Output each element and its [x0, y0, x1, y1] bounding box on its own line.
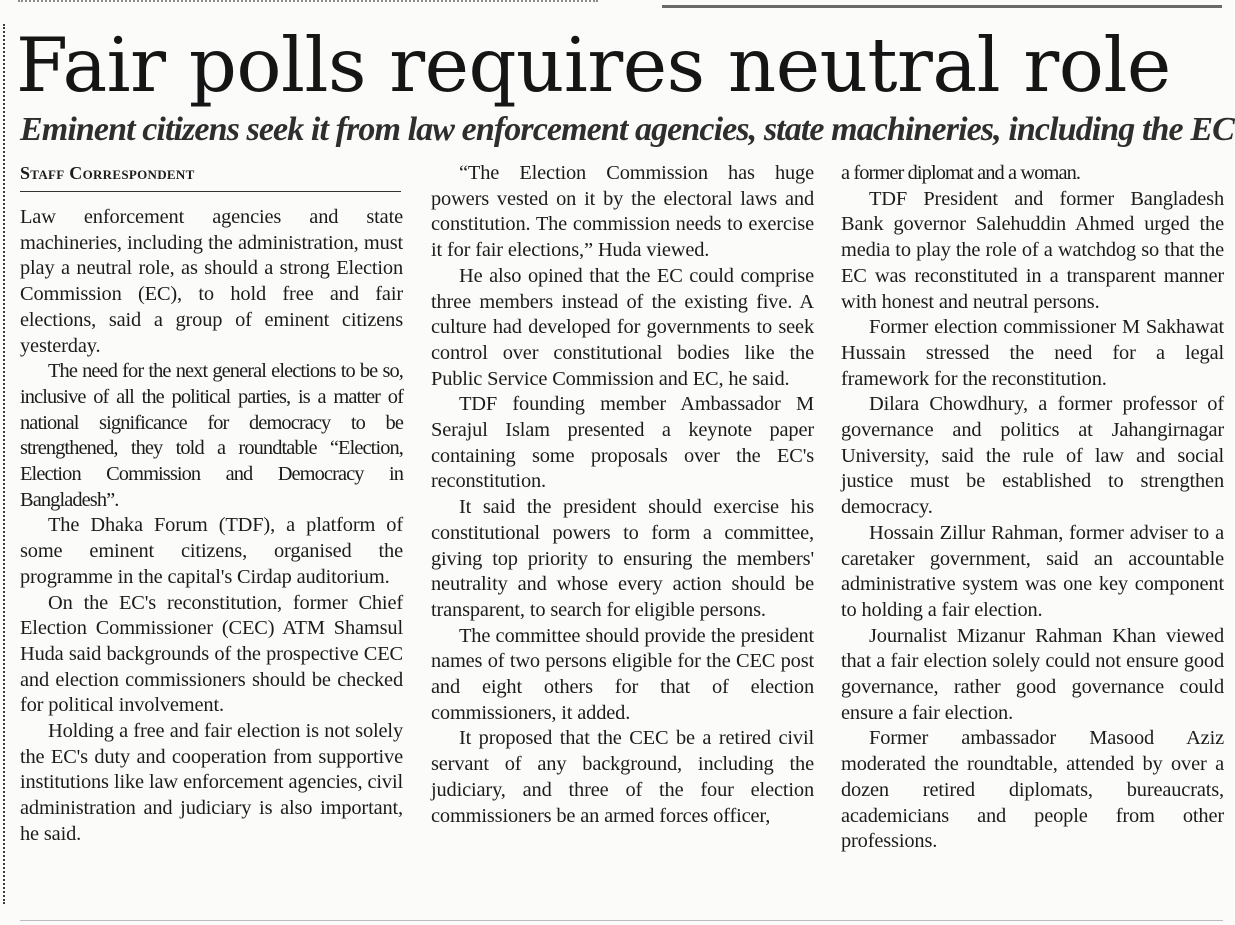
paragraph: TDF founding member Ambassador M Serajul Islam presented a keynote paper containing some proposals over the EC's reconstitution.	[431, 393, 814, 493]
top-rule	[662, 5, 1222, 8]
paragraph: The Dhaka Forum (TDF), a platform of some eminent citizens, organised the programme in the capital's Cirdap auditorium.	[20, 514, 403, 588]
column-1	[20, 205, 403, 848]
paragraph: Former election commissioner M Sakhawat Hussain stressed the need for a legal framework for the reconstitution.	[841, 316, 1224, 390]
paragraph: TDF President and former Bangladesh Bank governor Salehuddin Ahmed urged the media to play the role of a watchdog so that the EC was reconstituted in a transparent manner with honest and neutral persons.	[841, 187, 1224, 313]
byline: Staff Correspondent	[20, 163, 195, 183]
paragraph: It proposed that the CEC be a retired civil servant of any background, including the judiciary, and three of the four election commissioners be an armed forces officer,	[431, 727, 814, 827]
paragraph: He also opined that the EC could comprise three members instead of the existing five. A culture had developed for governments to seek control over constitutional bodies like the Public Service Commission and EC, he said.	[431, 264, 814, 390]
paragraph: Hossain Zillur Rahman, former adviser to a caretaker government, said an accountable administrative system was one key component to holding a fair election.	[841, 521, 1224, 621]
paragraph: “The Election Commission has huge powers vested on it by the electoral laws and constitution. The commission needs to exercise it for fair elections,” Huda viewed.	[431, 162, 814, 262]
paragraph: Journalist Mizanur Rahman Khan viewed that a fair election solely could not ensure good governance, rather good governance could ensure a fair election.	[841, 624, 1224, 724]
paragraph: The committee should provide the president names of two persons eligible for the CEC post and eight others for that of election commissioners, it added.	[431, 624, 814, 724]
paragraph: On the EC's reconstitution, former Chief Election Commissioner (CEC) ATM Shamsul Huda said backgrounds of the prospective CEC and election commissioners should be checked for political involvement.	[20, 591, 403, 717]
bottom-rule	[20, 920, 1223, 921]
column-3	[841, 161, 1224, 855]
paragraph: Law enforcement agencies and state machineries, including the administration, must play a neutral role, as should a strong Election Commission (EC), to hold free and fair elections, said a group of eminent citizens yesterday.	[20, 206, 403, 357]
headline: Fair polls requires neutral role	[16, 21, 1171, 109]
column-2	[431, 161, 814, 829]
paragraph: a former diplomat and a woman.	[841, 162, 1081, 184]
paragraph: Dilara Chowdhury, a former professor of governance and politics at Jahangirnagar University, said the rule of law and social justice must be established to strengthen democracy.	[841, 393, 1224, 519]
paragraph: Former ambassador Masood Aziz moderated the roundtable, attended by over a dozen retired diplomats, bureaucrats, academicians and people from other professions.	[841, 727, 1224, 853]
paragraph: Holding a free and fair election is not solely the EC's duty and cooperation from supportive institutions like law enforcement agencies, civil administration and judiciary is also important, he said.	[20, 720, 403, 845]
deck-subheadline: Eminent citizens seek it from law enforcement agencies, state machineries, including the EC	[20, 111, 1234, 148]
top-page-edge	[18, 0, 598, 4]
paragraph: It said the president should exercise his constitutional powers to form a committee, giving top priority to ensuring the members' neutrality and whose every action should be transparent, to search for eligible persons.	[431, 496, 814, 621]
byline-rule	[20, 191, 401, 192]
dotted-margin-rule	[3, 24, 5, 904]
paragraph: The need for the next general elections to be so, inclusive of all the political parties, is a matter of national significance for democracy to be strengthened, they told a roundtable “Election, Election Commission and Democracy in Bangladesh”.	[20, 360, 403, 511]
